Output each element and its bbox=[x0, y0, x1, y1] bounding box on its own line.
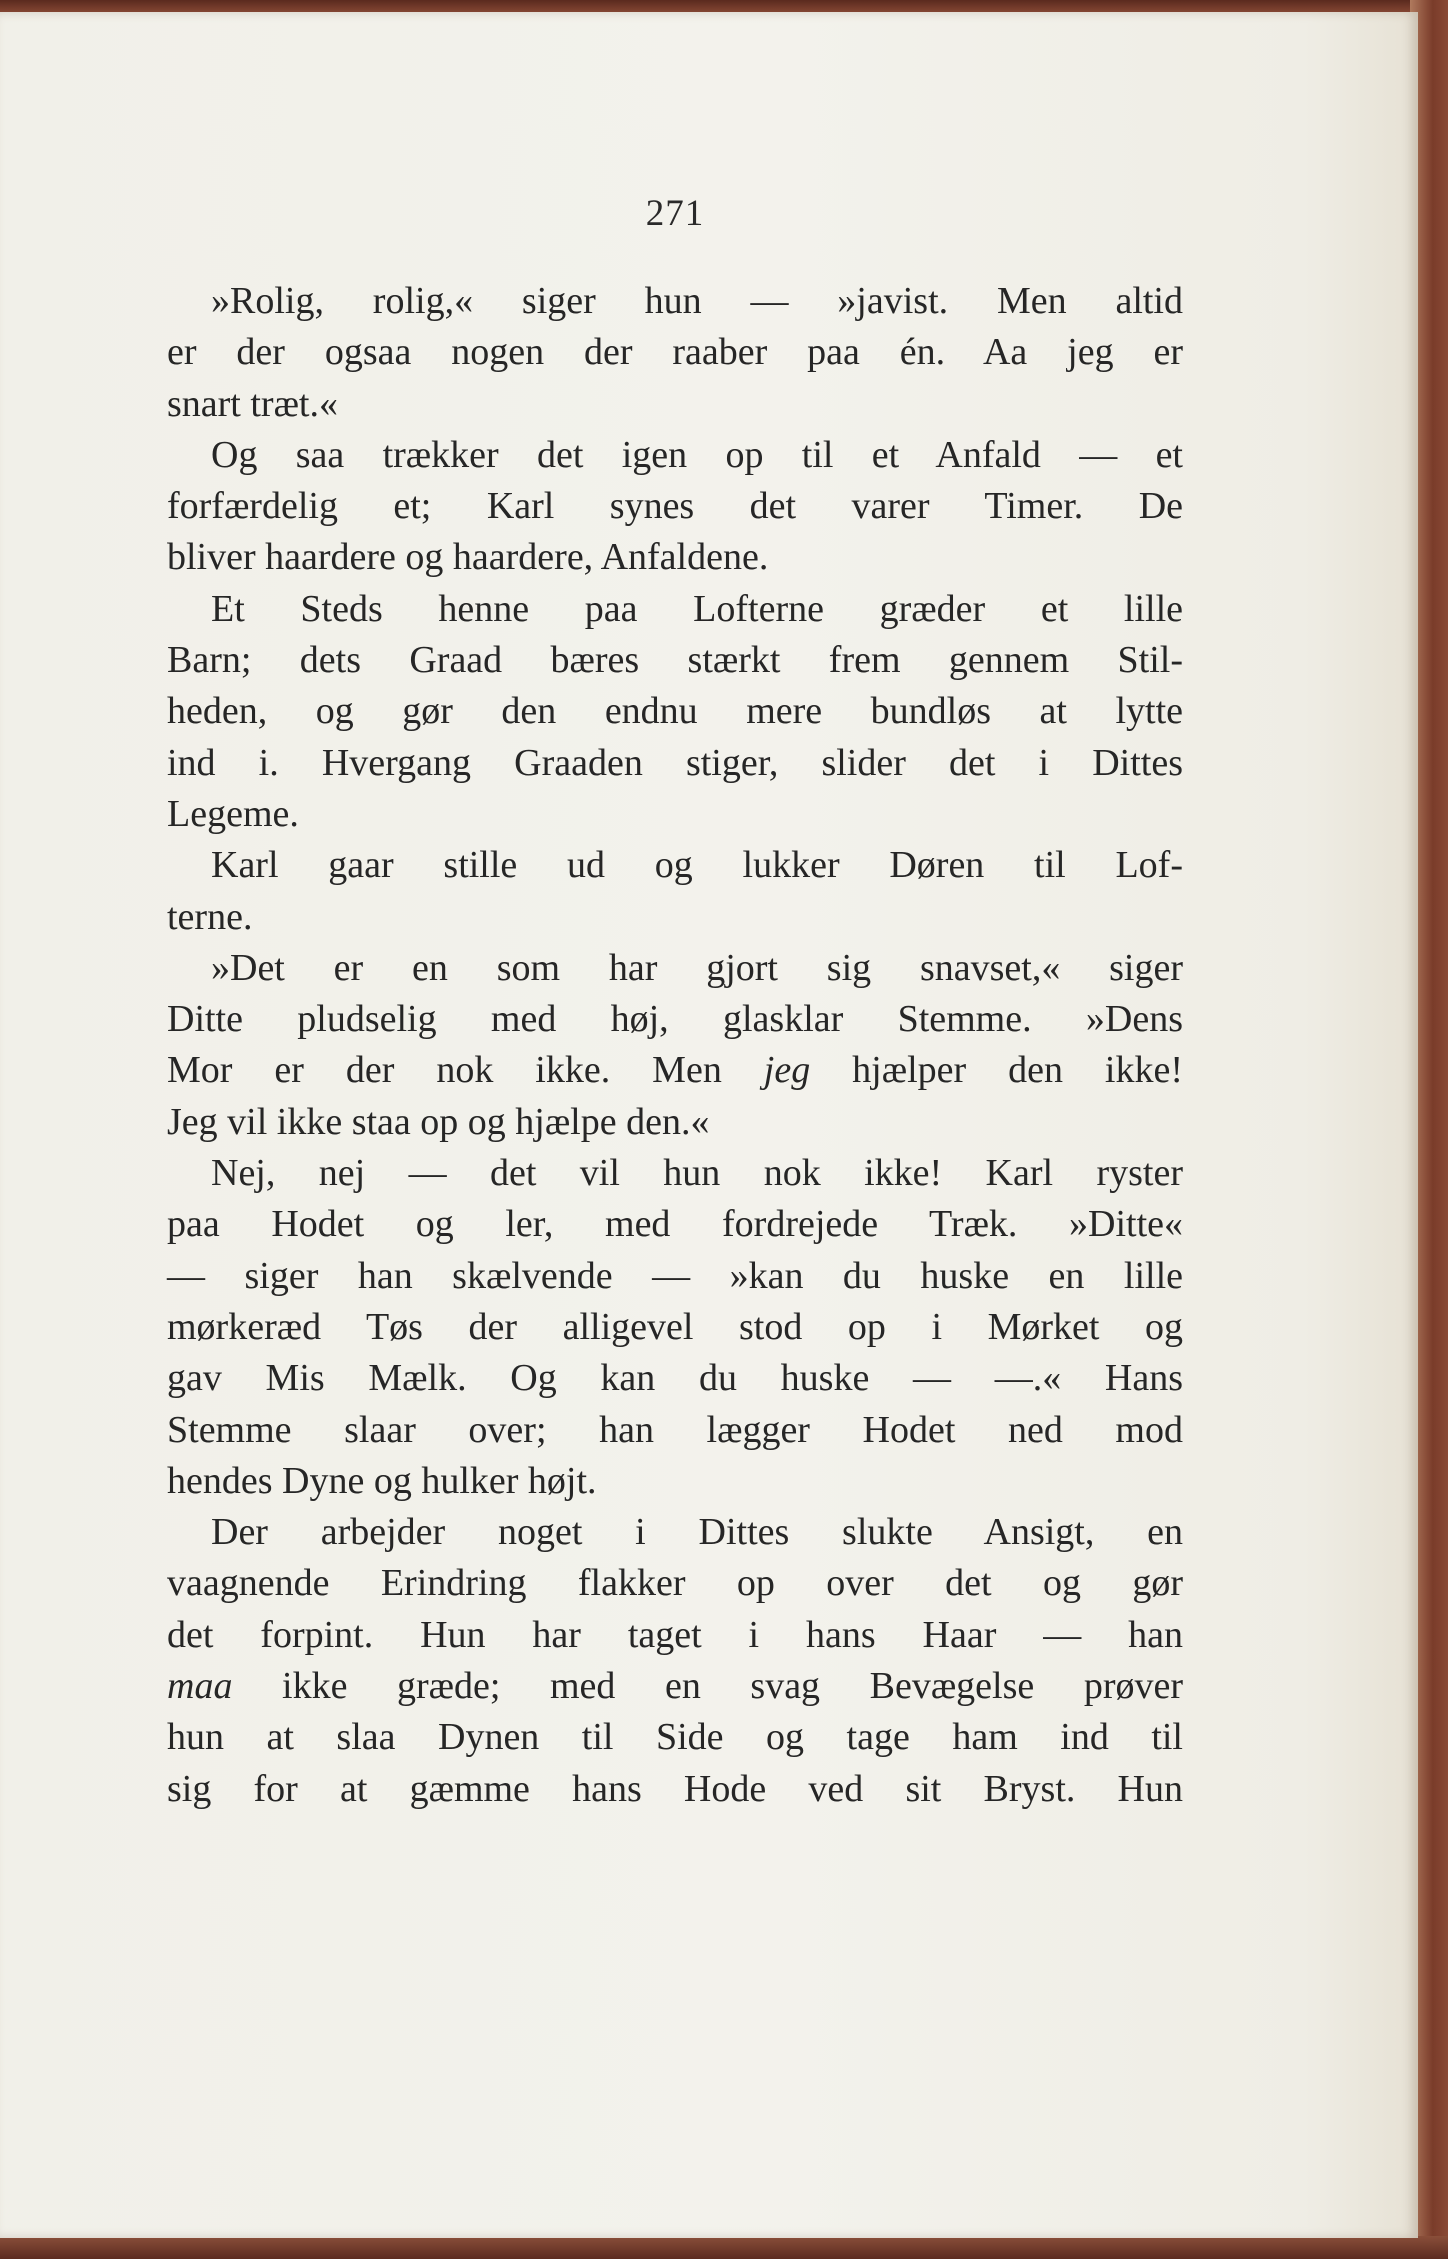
page-number: 271 bbox=[645, 193, 705, 234]
text-line: Jeg vil ikke staa op og hjælpe den.« bbox=[167, 1100, 710, 1143]
text-line: snart træt.« bbox=[167, 382, 338, 425]
emphasized-word: maa bbox=[167, 1665, 233, 1708]
text-line bbox=[167, 1045, 1183, 1096]
text-line: hendes Dyne og hulker højt. bbox=[167, 1459, 597, 1502]
text-line: terne. bbox=[167, 895, 253, 938]
text-line: hun at slaa Dynen til Side og tage ham ind til bbox=[167, 1716, 1183, 1759]
text-line-segment: Mor er der nok ikke. Men bbox=[167, 1049, 764, 1092]
text-line: er der ogsaa nogen der raaber paa én. Aa jeg er bbox=[167, 331, 1183, 374]
text-line: ind i. Hvergang Graaden stiger, slider det i Dittes bbox=[167, 741, 1183, 784]
text-line: Og saa trækker det igen op til et Anfald — et bbox=[211, 433, 1183, 476]
text-line: heden, og gør den endnu mere bundløs at lytte bbox=[167, 690, 1183, 733]
text-line: mørkeræd Tøs der alligevel stod op i Mørket og bbox=[167, 1305, 1183, 1348]
text-line: Nej, nej — det vil hun nok ikke! Karl ryster bbox=[211, 1152, 1183, 1195]
text-line: det forpint. Hun har taget i hans Haar — han bbox=[167, 1613, 1183, 1656]
text-line: — siger han skælvende — »kan du huske en lille bbox=[167, 1254, 1183, 1297]
text-line: Legeme. bbox=[167, 792, 299, 835]
text-line: Ditte pludselig med høj, glasklar Stemme. »Dens bbox=[167, 998, 1183, 1041]
text-line: gav Mis Mælk. Og kan du huske — —.« Hans bbox=[167, 1357, 1183, 1400]
text-line-segment: ikke græde; med en svag Bevægelse prøver bbox=[232, 1665, 1183, 1708]
text-line: »Det er en som har gjort sig snavset,« siger bbox=[211, 946, 1183, 989]
text-line: forfærdelig et; Karl synes det varer Timer. De bbox=[167, 485, 1183, 528]
text-line: paa Hodet og ler, med fordrejede Træk. »Ditte« bbox=[167, 1203, 1183, 1246]
text-line-segment: hjælper den ikke! bbox=[810, 1049, 1183, 1092]
book-page bbox=[0, 12, 1418, 2238]
emphasized-word: jeg bbox=[763, 1049, 811, 1092]
book-edge-bottom bbox=[0, 2236, 1448, 2259]
text-line: vaagnende Erindring flakker op over det og gør bbox=[167, 1562, 1183, 1605]
text-line: bliver haardere og haardere, Anfaldene. bbox=[167, 536, 769, 579]
text-line: Et Steds henne paa Lofterne græder et lille bbox=[211, 587, 1183, 630]
text-line: »Rolig, rolig,« siger hun — »javist. Men altid bbox=[211, 280, 1183, 322]
text-line: sig for at gæmme hans Hode ved sit Bryst. Hun bbox=[167, 1767, 1183, 1810]
body-text bbox=[167, 276, 1183, 1815]
text-line: Der arbejder noget i Dittes slukte Ansigt, en bbox=[211, 1511, 1183, 1554]
text-line: Stemme slaar over; han lægger Hodet ned mod bbox=[167, 1408, 1183, 1451]
text-line: Barn; dets Graad bæres stærkt frem gennem Stil- bbox=[167, 639, 1183, 682]
text-line: Karl gaar stille ud og lukker Døren til Lof- bbox=[211, 844, 1183, 887]
text-line bbox=[167, 1661, 1183, 1712]
